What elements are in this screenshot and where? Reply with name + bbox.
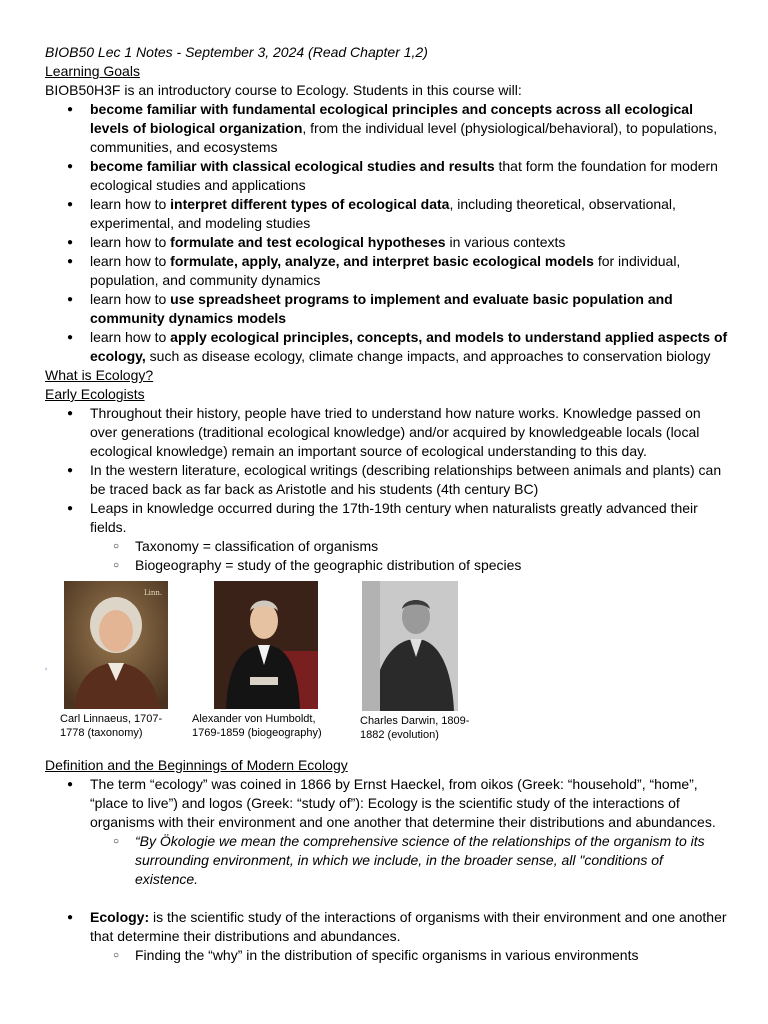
list-item: ● become familiar with fundamental ecological principles and concepts across all ecological levels of biological organization, from the individual level (physiological/behavioral), to populations, communities, and ecosystems — [45, 100, 728, 157]
figure-caption: Alexander von Humboldt, 1769-1859 (biogeography) — [192, 713, 322, 739]
list-item: ● become familiar with classical ecological studies and results that form the foundation for modern ecological studies and applications — [45, 157, 728, 195]
figure-humboldt — [192, 581, 322, 740]
list-item: ● learn how to apply ecological principles, concepts, and models to understand applied aspects of ecology, such as disease ecology, climate change impacts, and approaches to conservation biology — [45, 328, 728, 366]
sub-list-item: ○ Finding the “why” in the distribution of specific organisms in various environments — [45, 946, 728, 965]
learning-goals-intro: BIOB50H3F is an introductory course to Ecology. Students in this course will: — [45, 82, 522, 98]
definition-list — [45, 775, 728, 889]
darwin-portrait-image — [362, 581, 458, 711]
haeckel-quote: ○ “By Ökologie we mean the comprehensive science of the relationships of the organism to its surrounding environment, in which we include, in the broader sense, all "conditions of existence. — [45, 832, 728, 889]
list-item: ● learn how to formulate, apply, analyze, and interpret basic ecological models for individual, population, and community dynamics — [45, 252, 728, 290]
sub-list — [90, 946, 728, 965]
sub-list — [90, 832, 728, 889]
list-item: ● In the western literature, ecological writings (describing relationships between animals and plants) can be traced back as far back as Aristotle and his students (4th century BC) — [45, 461, 728, 499]
doc-title: BIOB50 Lec 1 Notes - September 3, 2024 (Read Chapter 1,2) — [45, 44, 428, 60]
list-item: ● Ecology: is the scientific study of the interactions of organisms with their environment and one another that determine their distributions and abundances. ○ Finding the “why” in the distribution of specific organisms in various environments — [45, 908, 728, 965]
svg-text:Linn.: Linn. — [144, 589, 163, 597]
what-is-ecology-heading: What is Ecology? — [45, 367, 154, 383]
linnaeus-portrait-image — [64, 581, 168, 709]
stray-mark: ‚ — [45, 661, 47, 671]
figure-darwin — [360, 581, 469, 742]
ecology-definition-list — [45, 908, 728, 965]
figure-caption: Charles Darwin, 1809- 1882 (evolution) — [360, 715, 470, 741]
sub-list-item: ○ Taxonomy = classification of organisms — [45, 537, 728, 556]
list-item: ● Throughout their history, people have tried to understand how nature works. Knowledge passed on over generations (traditional ecological knowledge) and/or acquired by knowledgeable locals (local ecological knowledge) remain an important source of ecological understanding to this day. — [45, 404, 728, 461]
list-item: ● learn how to formulate and test ecological hypotheses in various contexts — [45, 233, 728, 252]
sub-list — [90, 537, 728, 575]
list-item: ● Leaps in knowledge occurred during the 17th-19th century when naturalists greatly advanced their fields. ○ Taxonomy = classification of organisms ○ Biogeography = study of the geographic distribution of species — [45, 499, 728, 575]
list-item: ● learn how to interpret different types of ecological data, including theoretical, observational, experimental, and modeling studies — [45, 195, 728, 233]
learning-goals-heading: Learning Goals — [45, 63, 140, 79]
early-ecologists-heading: Early Ecologists — [45, 386, 145, 402]
figure-linnaeus — [60, 581, 168, 740]
early-ecologists-list — [45, 404, 728, 575]
portrait-figures — [45, 581, 728, 746]
list-item: ● The term “ecology” was coined in 1866 by Ernst Haeckel, from oikos (Greek: “household”, “home”, “place to live”) and logos (Greek: “study of”): Ecology is the scientific study of the interactions of organisms with their environment and one another that determine their distributions and abundances. ○ “By Ökologie we mean the comprehensive science of the relationships of the organism to its surrounding environment, in which we include, in the broader sense, all "conditions of existence. — [45, 775, 728, 889]
list-item: ● learn how to use spreadsheet programs to implement and evaluate basic population and community dynamics models — [45, 290, 728, 328]
definition-heading: Definition and the Beginnings of Modern Ecology — [45, 757, 348, 773]
learning-goals-list — [45, 100, 728, 366]
figure-caption: Carl Linnaeus, 1707- 1778 (taxonomy) — [60, 713, 163, 739]
sub-list-item: ○ Biogeography = study of the geographic distribution of species — [45, 556, 728, 575]
humboldt-portrait-image — [214, 581, 318, 709]
blank-line — [45, 889, 728, 908]
